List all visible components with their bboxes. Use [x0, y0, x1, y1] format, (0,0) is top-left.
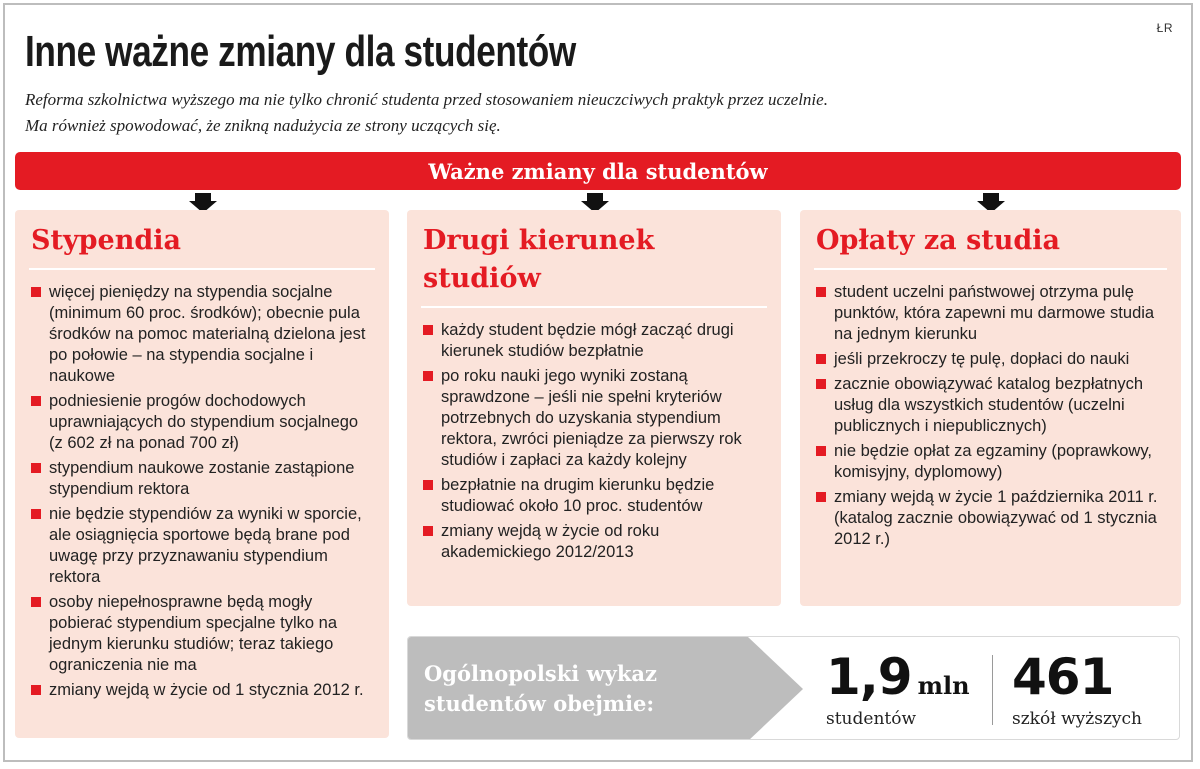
square-bullet-icon — [816, 446, 826, 456]
list-item — [421, 475, 767, 517]
list-item-text: nie będzie stypendiów za wyniki w sporcie, ale osiągnięcia sportowe będą brane pod uwagę przy przyznawaniu stypendium rektora — [49, 505, 362, 586]
stat-students — [826, 648, 970, 729]
divider — [29, 268, 375, 270]
panel-oplaty — [800, 210, 1181, 606]
square-bullet-icon — [31, 463, 41, 473]
list-item-text: zacznie obowiązywać katalog bezpłatnych usług dla wszystkich studentów (uczelni publicznych i niepublicznych) — [834, 375, 1144, 435]
square-bullet-icon — [31, 287, 41, 297]
summary-label: Ogólnopolski wykaz studentów obejmie: — [424, 661, 657, 716]
lead-paragraph — [25, 87, 828, 139]
list-item — [29, 680, 375, 701]
list-item — [421, 521, 767, 563]
square-bullet-icon — [31, 396, 41, 406]
list-item — [421, 366, 767, 471]
square-bullet-icon — [31, 597, 41, 607]
divider — [814, 268, 1167, 270]
list-item-text: osoby niepełnosprawne będą mogły pobierać stypendium specjalne tylko na jednym kierunku studiów; teraz takiego ograniczenia nie ma — [49, 593, 338, 674]
panel-drugi-kierunek — [407, 210, 781, 606]
divider — [421, 306, 767, 308]
stat-unit: mln — [917, 671, 970, 700]
list-item-text: jeśli przekroczy tę pulę, dopłaci do nauki — [834, 350, 1130, 368]
list-item-text: podniesienie progów dochodowych uprawniających do stypendium socjalnego (z 602 zł na ponad 700 zł) — [49, 392, 359, 452]
lead-line: Reforma szkolnictwa wyższego ma nie tylko chronić studenta przed stosowaniem nieuczciwych praktyk przez uczelnie. — [25, 90, 828, 109]
list-item — [814, 487, 1167, 550]
list-item-text: bezpłatnie na drugim kierunku będzie studiować około 10 proc. studentów — [441, 476, 715, 515]
square-bullet-icon — [423, 480, 433, 490]
lead-line: Ma również spowodować, że znikną nadużycia ze strony uczących się. — [25, 116, 501, 135]
list-item — [814, 374, 1167, 437]
panel-list — [421, 320, 767, 563]
stat-divider — [992, 655, 993, 725]
list-item — [29, 391, 375, 454]
page-title: Inne ważne zmiany dla studentów — [25, 27, 576, 76]
list-item-text: więcej pieniędzy na stypendia socjalne (minimum 60 proc. środków); obecnie pula środków na pomoc materialną dzielona jest po połowie – na stypendia socjalne i naukowe — [49, 283, 366, 385]
panel-stypendia — [15, 210, 389, 738]
list-item — [421, 320, 767, 362]
section-banner — [15, 152, 1181, 190]
list-item — [29, 458, 375, 500]
list-item-text: zmiany wejdą w życie od 1 stycznia 2012 r. — [49, 681, 364, 699]
square-bullet-icon — [816, 379, 826, 389]
list-item-text: po roku nauki jego wyniki zostaną sprawdzone – jeśli nie spełni kryteriów potrzebnych do uzyskania stypendium rektora, zwróci pieniądze za pierwszy rok studiów i zapłaci za każdy kolejny — [441, 367, 742, 469]
list-item — [29, 282, 375, 387]
list-item-text: zmiany wejdą w życie od roku akademickiego 2012/2013 — [441, 522, 660, 561]
stat-number: 1,9 — [826, 648, 912, 706]
panel-list — [814, 282, 1167, 550]
list-item-text: zmiany wejdą w życie 1 października 2011 r. (katalog zacznie obowiązywać od 1 stycznia 2012 r.) — [834, 488, 1158, 548]
panel-heading: Opłaty za studia — [816, 225, 1061, 256]
list-item-text: stypendium naukowe zostanie zastąpione stypendium rektora — [49, 459, 355, 498]
stat-number: 461 — [1012, 648, 1114, 706]
stat-universities — [1012, 648, 1142, 729]
list-item — [814, 441, 1167, 483]
list-item — [814, 282, 1167, 345]
panel-heading: Stypendia — [31, 225, 181, 256]
square-bullet-icon — [816, 492, 826, 502]
list-item-text: student uczelni państwowej otrzyma pulę punktów, która zapewni mu darmowe studia na jednym kierunku — [834, 283, 1155, 343]
list-item-text: każdy student będzie mógł zacząć drugi kierunek studiów bezpłatnie — [441, 321, 734, 360]
list-item — [814, 349, 1167, 370]
summary-box — [407, 636, 1180, 740]
square-bullet-icon — [31, 509, 41, 519]
panel-list — [29, 282, 375, 701]
stat-label: szkół wyższych — [1012, 709, 1142, 729]
square-bullet-icon — [816, 287, 826, 297]
square-bullet-icon — [816, 354, 826, 364]
list-item — [29, 504, 375, 588]
panel-heading: Drugi kierunek studiów — [423, 225, 655, 294]
list-item — [29, 592, 375, 676]
list-item-text: nie będzie opłat za egzaminy (poprawkowy, komisyjny, dyplomowy) — [834, 442, 1152, 481]
square-bullet-icon — [31, 685, 41, 695]
author-credit: ŁR — [1156, 21, 1173, 35]
stat-label: studentów — [826, 709, 917, 729]
square-bullet-icon — [423, 371, 433, 381]
square-bullet-icon — [423, 526, 433, 536]
banner-title: Ważne zmiany dla studentów — [428, 158, 768, 184]
square-bullet-icon — [423, 325, 433, 335]
